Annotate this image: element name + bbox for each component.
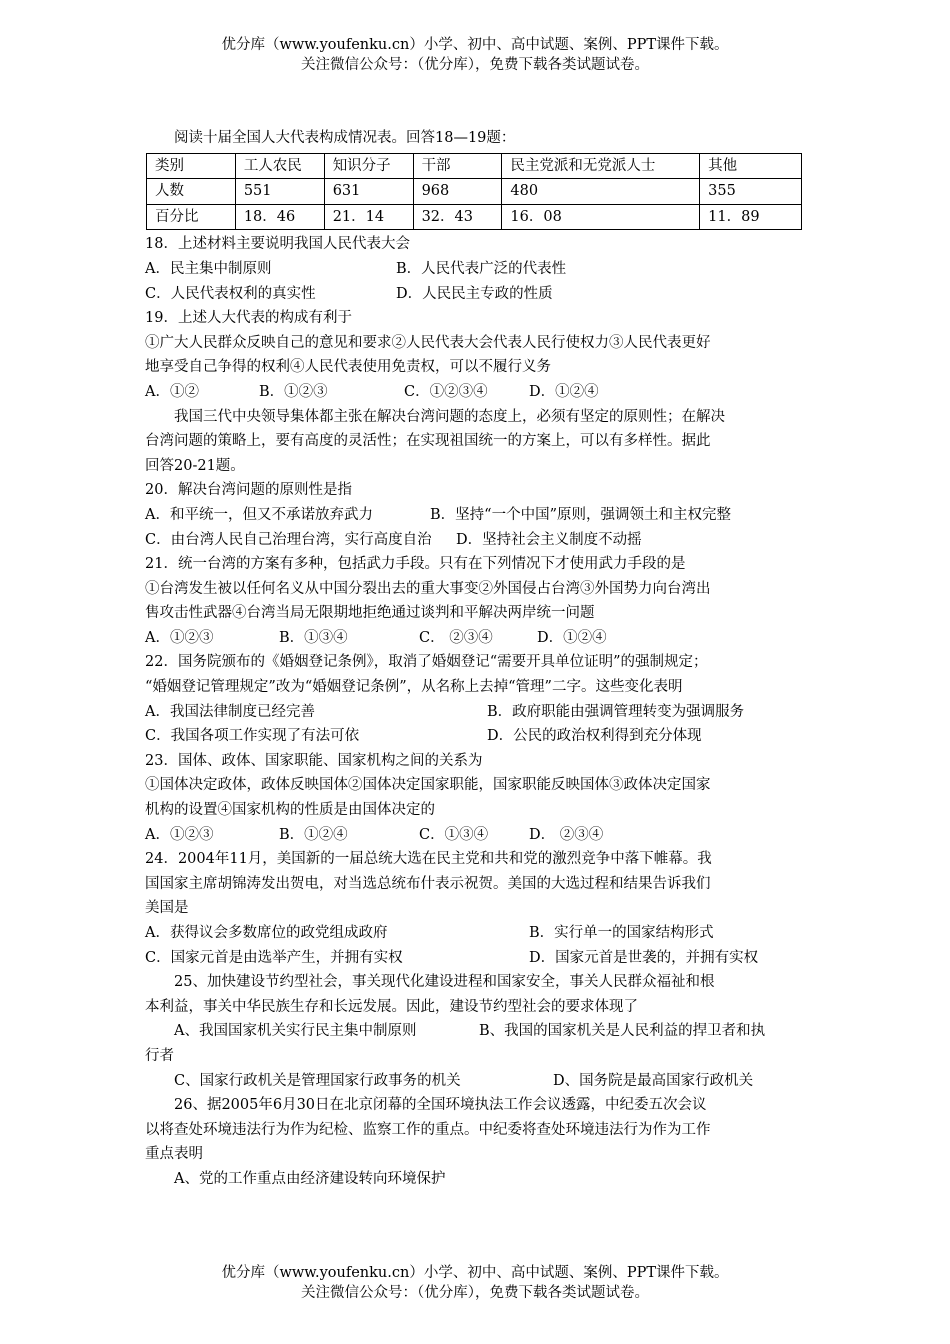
question-19-choices-cont: 地享受自己争得的权利④人民代表使用免责权，可以不履行义务	[145, 359, 551, 376]
question-19-choices: ①广大人民群众反映自己的意见和要求②人民代表大会代表人民行使权力③人民代表更好	[145, 334, 711, 351]
question-23-options	[145, 823, 807, 848]
footer-line-2: 关注微信公众号：（优分库），免费下载各类试题试卷。	[301, 1285, 649, 1301]
table-cell: 21．14	[324, 204, 413, 230]
table-cell: 631	[324, 179, 413, 205]
option-d: D． ②③④	[529, 826, 604, 843]
question-21-options	[145, 626, 807, 651]
table-header-cell: 其他	[700, 153, 802, 179]
option-c: C．国家元首是由选举产生，并拥有实权	[145, 949, 403, 966]
option-b-cont: 行者	[145, 1047, 174, 1064]
option-a: A、我国国家机关实行民主集中制原则	[174, 1023, 417, 1040]
option-a: A．①②③	[145, 826, 214, 843]
question-22-stem-cont: “婚姻登记管理规定”改为“婚姻登记条例”，从名称上去掉“管理”二字。这些变化表明	[145, 679, 683, 696]
question-24-stem-cont: 国国家主席胡锦涛发出贺电，对当选总统布什表示祝贺。美国的大选过程和结果告诉我们	[145, 875, 711, 892]
question-23-stem: 23．国体、政体、国家职能、国家机构之间的关系为	[145, 752, 483, 769]
table-row	[147, 204, 802, 230]
option-b: B．人民代表广泛的代表性	[396, 260, 567, 277]
table-header-cell: 知识分子	[324, 153, 413, 179]
question-25-stem-cont: 本利益，事关中华民族生存和长远发展。因此，建设节约型社会的要求体现了	[145, 998, 638, 1015]
question-22-options-cd	[145, 724, 807, 749]
question-21-choices: ①台湾发生被以任何名义从中国分裂出去的重大事变②外国侵占台湾③外国势力向台湾出	[145, 580, 711, 597]
question-18-stem: 18．上述材料主要说明我国人民代表大会	[145, 236, 410, 253]
passage-20-21-cont: 回答20-21题。	[145, 457, 245, 474]
question-25-stem: 25、加快建设节约型社会，事关现代化建设进程和国家安全，事关人民群众福祉和根	[174, 974, 715, 991]
option-a: A．和平统一，但又不承诺放弃武力	[145, 506, 373, 523]
table-header-cell: 干部	[413, 153, 502, 179]
question-24-options-ab	[145, 921, 807, 946]
option-b: B．①③④	[279, 629, 348, 646]
question-25-options-cd	[145, 1069, 807, 1094]
option-d: D．①②④	[537, 629, 607, 646]
option-c: C、国家行政机关是管理国家行政事务的机关	[174, 1072, 461, 1089]
table-cell: 968	[413, 179, 502, 205]
table-cell: 32．43	[413, 204, 502, 230]
table-cell: 551	[235, 179, 324, 205]
header-line-2: 关注微信公众号：（优分库），免费下载各类试题试卷。	[301, 57, 649, 73]
option-c: C．人民代表权利的真实性	[145, 285, 316, 302]
header-line-1: 优分库（www.youfenku.cn）小学、初中、高中试题、案例、PPT课件下载。	[221, 37, 729, 53]
question-24-options-cd	[145, 946, 807, 971]
option-b: B．坚持“一个中国”原则，强调领土和主权完整	[430, 506, 731, 523]
question-25-options-ab	[145, 1019, 807, 1044]
passage-20-21-cont: 台湾问题的策略上，要有高度的灵活性；在实现祖国统一的方案上，可以有多样性。据此	[145, 433, 711, 450]
option-a: A．①②③	[145, 629, 214, 646]
option-b: B．实行单一的国家结构形式	[529, 925, 714, 941]
question-24-stem-cont: 美国是	[145, 900, 189, 917]
question-20-options-cd	[145, 528, 807, 553]
table-cell: 355	[700, 179, 802, 205]
question-26-stem-cont: 以将查处环境违法行为作为纪检、监察工作的重点。中纪委将查处环境违法行为作为工作	[145, 1121, 711, 1138]
footer-line-1: 优分库（www.youfenku.cn）小学、初中、高中试题、案例、PPT课件下载。	[221, 1265, 729, 1281]
question-23-choices: ①国体决定政体，政体反映国体②国体决定国家职能，国家职能反映国体③政体决定国家	[145, 777, 711, 794]
option-c: C．①③④	[419, 826, 489, 843]
page-footer	[0, 1263, 950, 1303]
question-23-choices-cont: 机构的设置④国家机构的性质是由国体决定的	[145, 802, 435, 819]
table-header-cell: 类别	[147, 153, 236, 179]
table-header-cell: 民主党派和无党派人士	[502, 153, 700, 179]
option-a: A．我国法律制度已经完善	[145, 703, 315, 720]
option-a: A．①②	[145, 383, 199, 400]
option-c: C．①②③④	[404, 383, 488, 400]
option-b: B．①②④	[279, 826, 348, 843]
question-19-options	[145, 380, 807, 405]
question-22-stem: 22．国务院颁布的《婚姻登记条例》，取消了婚姻登记“需要开具单位证明”的强制规定；	[145, 654, 708, 671]
question-19-stem: 19．上述人大代表的构成有利于	[145, 310, 352, 327]
table-header-row	[147, 153, 802, 179]
option-d: D．①②④	[529, 383, 599, 400]
table-cell: 16．08	[502, 204, 700, 230]
question-20-stem: 20．解决台湾问题的原则性是指	[145, 482, 352, 499]
question-22-options-ab	[145, 700, 807, 725]
question-20-options-ab	[145, 503, 807, 528]
npc-composition-table	[146, 153, 802, 231]
option-b: B．①②③	[259, 383, 328, 400]
option-d: D、国务院是最高国家行政机关	[553, 1072, 754, 1089]
option-c: C．我国各项工作实现了有法可依	[145, 728, 360, 745]
table-cell: 人数	[147, 179, 236, 205]
question-21-choices-cont: 售攻击性武器④台湾当局无限期地拒绝通过谈判和平解决两岸统一问题	[145, 605, 595, 622]
option-a: A．获得议会多数席位的政党组成政府	[145, 925, 388, 941]
option-d: D．公民的政治权利得到充分体现	[487, 728, 702, 745]
table-cell: 百分比	[147, 204, 236, 230]
table-intro: 阅读十届全国人大代表构成情况表。回答18—19题：	[174, 130, 516, 146]
exam-content	[145, 126, 807, 1192]
option-a: A、党的工作重点由经济建设转向环境保护	[174, 1170, 446, 1187]
option-b: B、我国的国家机关是人民利益的捍卫者和执	[479, 1023, 766, 1040]
option-d: D．坚持社会主义制度不动摇	[456, 531, 642, 548]
passage-20-21: 我国三代中央领导集体都主张在解决台湾问题的态度上，必须有坚定的原则性；在解决	[174, 408, 725, 425]
table-cell: 18．46	[235, 204, 324, 230]
table-row	[147, 179, 802, 205]
option-d: D．国家元首是世袭的，并拥有实权	[529, 949, 759, 966]
question-18-options-cd	[145, 282, 807, 307]
table-cell: 11．89	[700, 204, 802, 230]
question-21-stem: 21．统一台湾的方案有多种，包括武力手段。只有在下列情况下才使用武力手段的是	[145, 556, 686, 573]
question-26-stem: 26、据2005年6月30日在北京闭幕的全国环境执法工作会议透露，中纪委五次会议	[174, 1097, 707, 1114]
table-cell: 480	[502, 179, 700, 205]
table-header-cell: 工人农民	[235, 153, 324, 179]
option-d: D．人民民主专政的性质	[396, 285, 553, 302]
option-c: C．由台湾人民自己治理台湾，实行高度自治	[145, 531, 432, 548]
page-header	[0, 35, 950, 75]
question-24-stem: 24．2004年11月，美国新的一届总统大选在民主党和共和党的激烈竞争中落下帷幕。我	[145, 851, 712, 868]
option-a: A．民主集中制原则	[145, 260, 272, 277]
option-b: B．政府职能由强调管理转变为强调服务	[487, 703, 745, 720]
question-18-options-ab	[145, 257, 807, 282]
question-26-stem-cont: 重点表明	[145, 1146, 203, 1163]
option-c: C． ②③④	[419, 629, 493, 646]
